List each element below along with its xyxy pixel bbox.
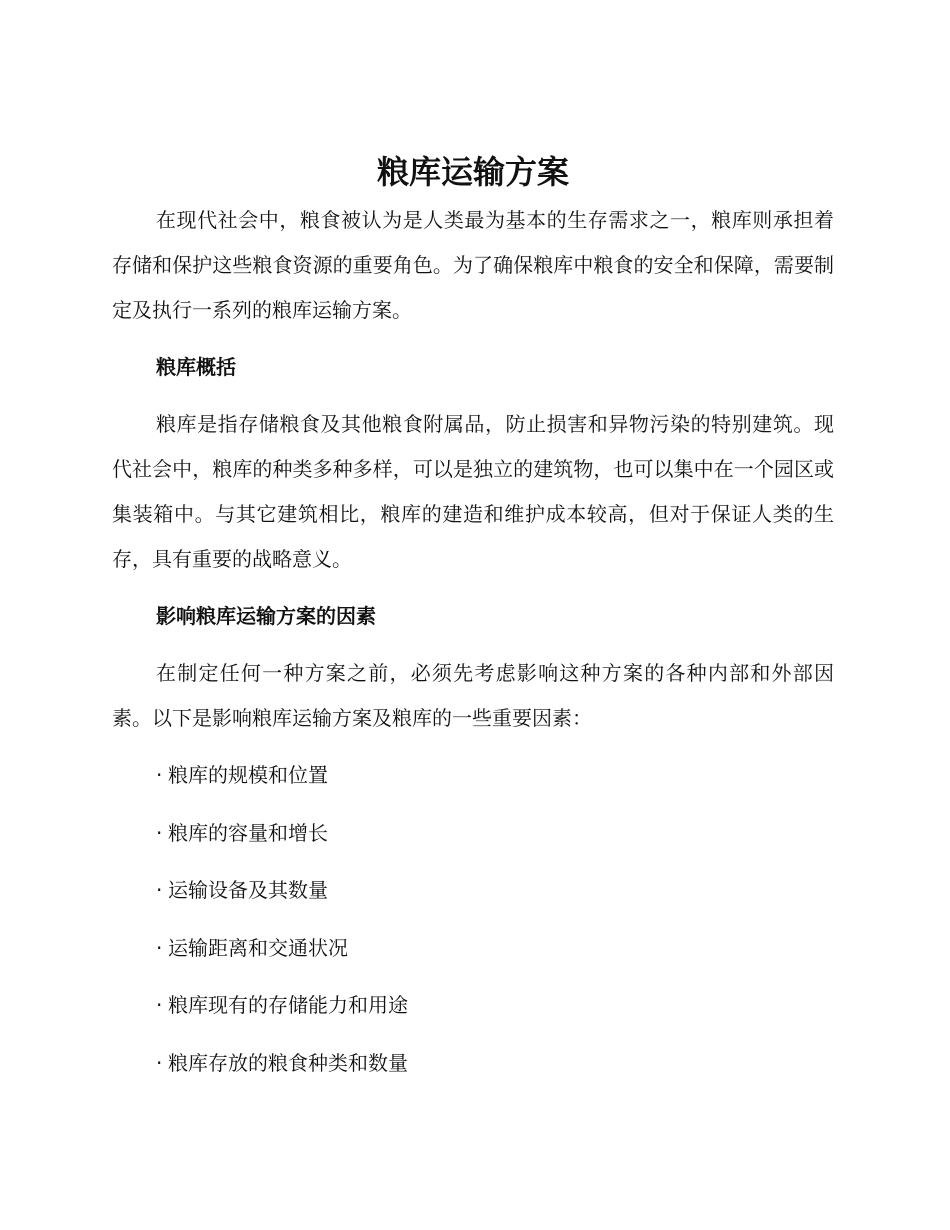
bullet-icon: · [156,935,163,960]
list-item [156,1041,834,1086]
overview-paragraph: 粮库是指存储粮食及其他粮食附属品，防止损害和异物污染的特别建筑。现代社会中，粮库的种类多种多样，可以是独立的建筑物，也可以集中在一个园区或集装箱中。与其它建筑相比，粮库的建造和维护成本较高，但对于保证人类的生存，具有重要的战略意义。 [112,412,834,571]
list-item-text: 运输距离和交通状况 [168,935,348,960]
bullet-icon: · [156,763,163,787]
document-page [112,150,834,1098]
section-heading-overview: 粮库概括 [156,355,236,379]
list-item-text: 粮库的规模和位置 [168,763,328,787]
list-item [156,868,834,913]
list-item [156,926,834,971]
bullet-icon: · [156,993,163,1017]
bullet-icon: · [156,1050,163,1075]
bullet-icon: · [156,820,163,845]
list-item-text: 粮库的容量和增长 [168,820,328,845]
intro-paragraph: 在现代社会中，粮食被认为是人类最为基本的生存需求之一，粮库则承担着存储和保护这些粮食资源的重要角色。为了确保粮库中粮食的安全和保障，需要制定及执行一系列的粮库运输方案。 [112,208,834,322]
list-item-text: 粮库现有的存储能力和用途 [168,993,408,1017]
factors-list [156,753,834,1086]
list-item [156,983,834,1028]
list-item-text: 运输设备及其数量 [168,878,328,902]
factors-paragraph: 在制定任何一种方案之前，必须先考虑影响这种方案的各种内部和外部因素。以下是影响粮库运输方案及粮库的一些重要因素： [112,661,834,730]
list-item [156,753,834,798]
bullet-icon: · [156,878,163,902]
section-heading-factors: 影响粮库运输方案的因素 [156,604,376,628]
list-item [156,811,834,856]
list-item-text: 粮库存放的粮食种类和数量 [168,1050,408,1075]
document-title: 粮库运输方案 [376,153,569,191]
